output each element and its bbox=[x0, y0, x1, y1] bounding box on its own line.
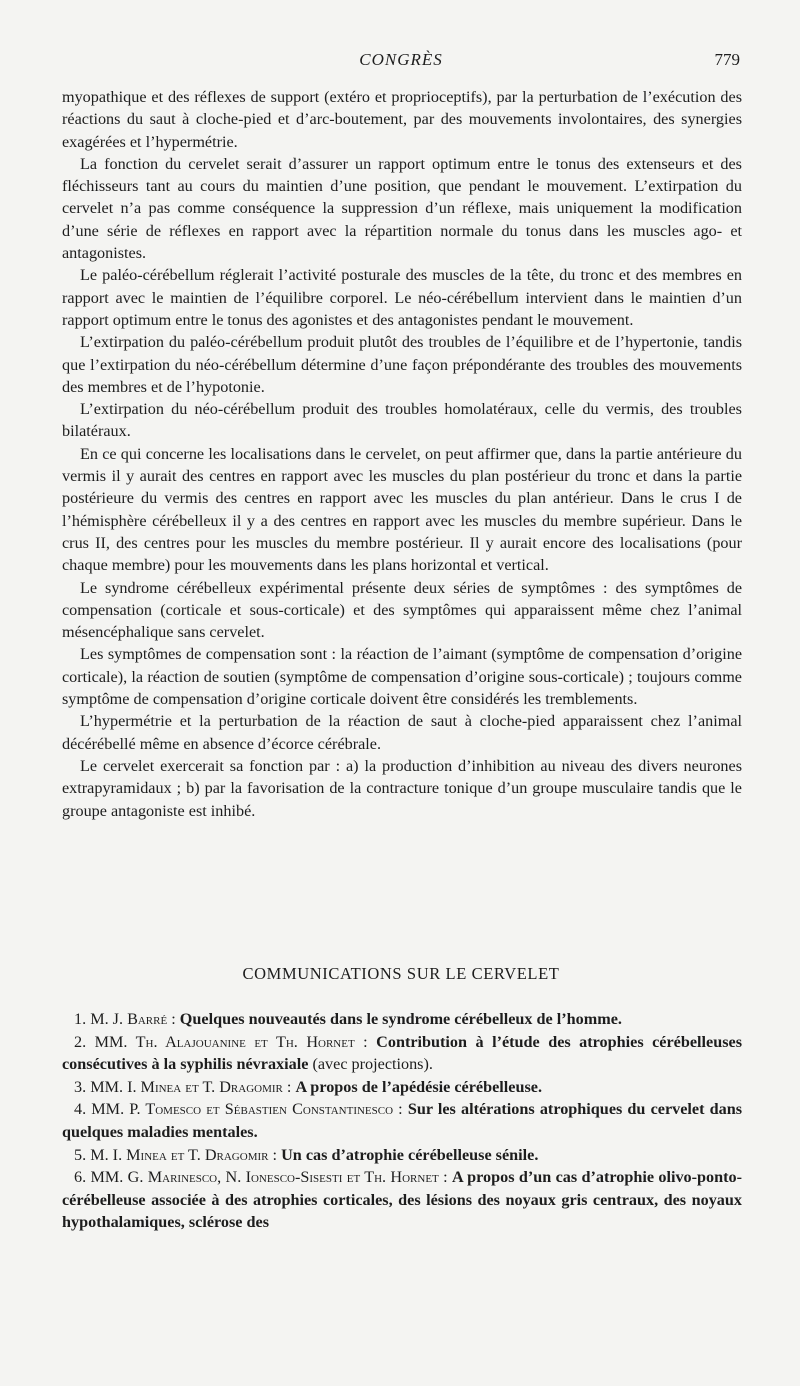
item-number: 3. bbox=[74, 1077, 87, 1096]
running-header bbox=[62, 50, 740, 74]
item-number: 4. bbox=[74, 1100, 87, 1119]
list-item bbox=[62, 1076, 742, 1099]
paragraph: La fonction du cervelet serait d’assurer un rapport optimum entre le tonus des extenseurs et des fléchisseurs tant au cours du maintien d’une position, que pendant le mouvement. L’extirpation du cervelet n’a pas comme conséquence la suppression d’un réflexe, mais uniquement la modification d’une série de réflexes en rapport avec la répartition normale du tonus dans les muscles ago- et antagonistes. bbox=[62, 154, 742, 263]
item-topic: A propos de l’apédésie cérébelleuse. bbox=[295, 1077, 543, 1096]
page-number: 779 bbox=[714, 50, 740, 69]
item-authors: M. I. Minea et T. Dragomir : bbox=[90, 1145, 278, 1164]
item-authors: MM. I. Minea et T. Dragomir : bbox=[90, 1077, 292, 1096]
paragraph: Les symptômes de compensation sont : la réaction de l’aimant (symptôme de compensation d’origine corticale), la réaction de soutien (symptôme de compensation d’origine sous-corticale) ; toujours comme symptôme de compensation d’origine corticale doivent être considérés les tremblements. bbox=[62, 645, 742, 709]
paragraph: Le cervelet exercerait sa fonction par : a) la production d’inhibition au niveau des divers neurones extrapyramidaux ; b) par la favorisation de la contracture tonique d’un groupe musculaire tandis que le groupe antagoniste est inhibé. bbox=[62, 756, 742, 820]
item-topic: Quelques nouveautés dans le syndrome cérébelleux de l’homme. bbox=[179, 1010, 622, 1028]
item-number: 2. bbox=[74, 1032, 87, 1051]
item-authors: M. J. Barré : bbox=[90, 1010, 176, 1028]
item-number: 1. bbox=[74, 1010, 87, 1028]
list-item bbox=[62, 1098, 742, 1143]
item-authors: MM. G. Marinesco, N. Ionesco-Sisesti et Th. Hornet : bbox=[90, 1168, 448, 1187]
paragraph: Le paléo-cérébellum réglerait l’activité posturale des muscles de la tête, du tronc et des membres en rapport avec le maintien de l’équilibre corporel. Le néo-cérébellum intervient dans le maintien d’un rapport optimum entre le tonus des agonistes et des antagonistes pendant le mouvement. bbox=[62, 266, 742, 329]
item-number: 6. bbox=[74, 1168, 87, 1187]
list-item bbox=[62, 1144, 742, 1167]
paragraph: En ce qui concerne les localisations dans le cervelet, on peut affirmer que, dans la partie antérieure du vermis il y aurait des centres en rapport avec les muscles du plan postérieur du tronc et dans la partie postérieure du vermis des centres en rapport avec les muscles du plan antérieur. Dans le crus I de l’hémisphère cérébelleux il y a des centres en rapport avec les muscles du membre supérieur. Dans le crus II, des centres pour les muscles du membre postérieur. Il y aurait encore des localisations (pour chaque membre) pour les mouvements dans les plans horizontal et vertical. bbox=[62, 444, 742, 575]
running-title: CONGRÈS bbox=[359, 50, 443, 69]
paragraph: Le syndrome cérébelleux expérimental présente deux séries de symptômes : des symptômes de compensation (corticale et sous-corticale) et des symptômes qui apparaissent même chez l’animal mésencéphalique sans cervelet. bbox=[62, 578, 742, 642]
item-topic: A propos d’un cas d’atrophie olivo-ponto-cérébelleuse associée à des atrophies corticales, des lésions des noyaux gris centraux, des noyaux hypothalamiques, sclérose des bbox=[62, 1168, 743, 1232]
paragraph: L’hypermétrie et la perturbation de la réaction de saut à cloche-pied apparaissent chez l’animal décérébellé même en absence d’écorce cérébrale. bbox=[62, 712, 742, 753]
section-heading: COMMUNICATIONS SUR LE CERVELET bbox=[242, 964, 560, 983]
paragraph: myopathique et des réflexes de support (extéro et proprioceptifs), par la perturbation de l’exécution des réactions du saut à cloche-pied et d’arc-boutement, par des mouvements involontaires, des synergies exagérées et l’hypermétrie. bbox=[62, 88, 742, 151]
paragraph: L’extirpation du paléo-cérébellum produit plutôt des troubles de l’équilibre et de l’hypertonie, tandis que l’extirpation du néo-cérébellum détermine d’une façon prépondérante des troubles des mouvements des membres et de l’hypotonie. bbox=[62, 333, 742, 396]
body-text bbox=[62, 86, 742, 822]
communications-list bbox=[62, 1008, 742, 1234]
item-note: (avec projections). bbox=[312, 1055, 433, 1074]
item-authors: MM. Th. Alajouanine et Th. Hornet : bbox=[94, 1032, 368, 1051]
list-item bbox=[62, 1008, 742, 1031]
item-topic: Sur les altérations atrophiques du cervelet dans quelques maladies mentales. bbox=[62, 1100, 743, 1141]
list-item bbox=[62, 1031, 742, 1076]
item-topic: Contribution à l’étude des atrophies cérébelleuses consécutives à la syphilis névraxiale bbox=[62, 1032, 743, 1074]
item-topic: Un cas d’atrophie cérébelleuse sénile. bbox=[281, 1145, 539, 1164]
item-authors: MM. P. Tomesco et Sébastien Constantinesco : bbox=[91, 1100, 403, 1119]
paragraph: L’extirpation du néo-cérébellum produit des troubles homolatéraux, celle du vermis, des troubles bilatéraux. bbox=[62, 400, 742, 441]
item-number: 5. bbox=[74, 1145, 87, 1164]
list-item bbox=[62, 1166, 742, 1234]
